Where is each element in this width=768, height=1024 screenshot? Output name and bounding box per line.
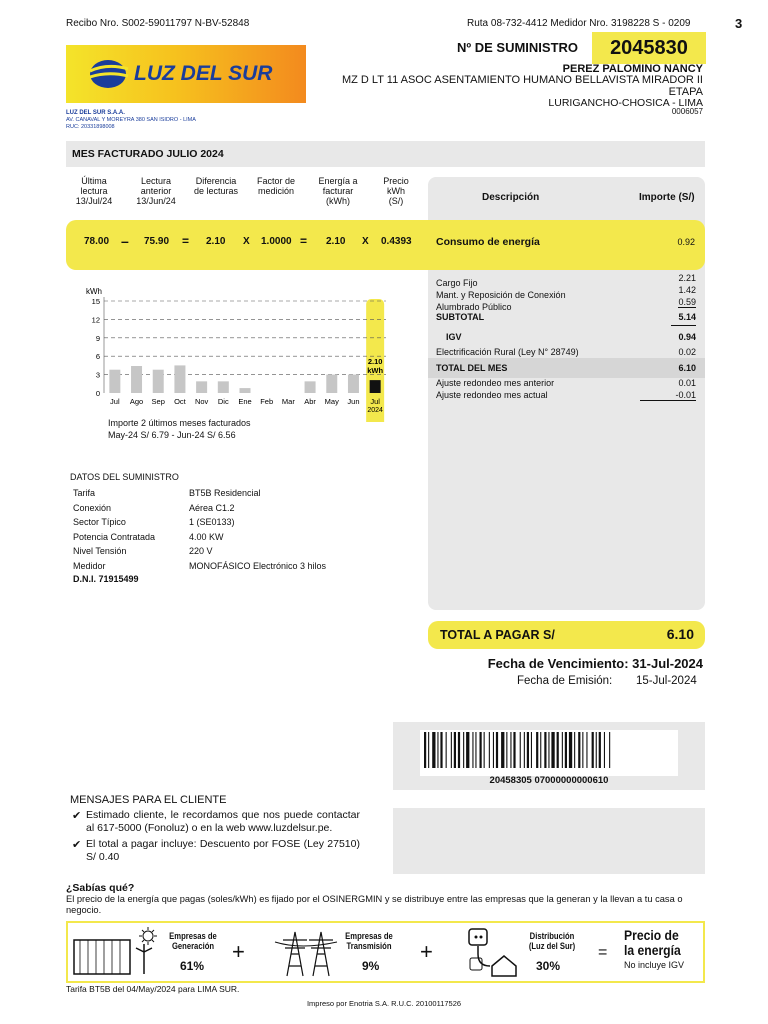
rural-amount: 0.02: [678, 347, 696, 357]
bar: [153, 370, 164, 393]
supply-data-row: [73, 559, 326, 574]
sabias-text: El precio de la energía que pagas (soles/kWh) es fijado por el OSINERGMIN y se distribuye entre las empresas que la generan y la llevan a tu casa o negocio.: [66, 894, 683, 915]
energy-price-note: No incluye IGV: [624, 960, 685, 970]
x-tick-label: Oct: [174, 397, 186, 406]
barcode-bar: [454, 732, 456, 768]
barcode-bar: [604, 732, 605, 768]
charges-amount-header: Importe (S/): [639, 192, 695, 203]
calc-last: 78.00: [84, 236, 110, 247]
supply-data-key: Potencia Contratada: [73, 531, 156, 542]
supply-data-value: 220 V: [189, 546, 213, 557]
bar: [370, 380, 381, 393]
x-tick-label: Nov: [194, 397, 209, 406]
charge-amount: 2.21: [678, 273, 696, 283]
receipt-number: Recibo Nro. S002-59011797 N-BV-52848: [66, 18, 250, 29]
company-address: AV. CANAVAL Y MOREYRA 380 SAN ISIDRO - LIMA: [66, 117, 196, 123]
company-logo: [66, 45, 306, 103]
igv-label: IGV: [446, 332, 462, 342]
x-tick-label: Sep: [151, 397, 165, 406]
header-last-reading: Última lectura 13/Jul/24: [75, 176, 113, 206]
generation-icon: [72, 926, 164, 978]
current-value-label: kWh: [367, 366, 384, 376]
x-tick-label: Dic: [217, 397, 229, 406]
x-tick-label: Abr: [304, 397, 316, 406]
bar: [305, 381, 316, 393]
barcode-bar: [466, 732, 469, 768]
y-tick-label: 15: [91, 297, 100, 306]
total-month-amount: 6.10: [678, 363, 696, 373]
barcode-bar: [578, 732, 580, 768]
barcode-bar: [510, 732, 511, 768]
plus-sign-1: +: [232, 939, 245, 964]
company-name: LUZ DEL SUR S.A.A.: [66, 110, 125, 116]
calc-equals-1: =: [182, 234, 190, 248]
barcode-bar: [569, 732, 572, 768]
bar: [196, 381, 207, 393]
header-factor: Factor de medición: [256, 176, 296, 196]
adjust-curr-amount: -0.01: [640, 390, 696, 401]
supply-data-row: [73, 501, 326, 516]
supply-data-row: [73, 515, 326, 530]
energy-consumption-label: Consumo de energía: [436, 236, 540, 248]
page-number: 3: [735, 16, 743, 31]
energy-consumption-amount: 0.92: [677, 237, 695, 247]
barcode-bar: [557, 732, 559, 768]
x-tick-label: Mar: [281, 397, 295, 406]
charge-row: [436, 273, 696, 288]
consumption-chart: [80, 282, 410, 422]
barcode-bar: [548, 732, 549, 768]
customer-code: 0006057: [671, 107, 703, 116]
customer-name: PEREZ PALOMINO NANCY: [562, 63, 703, 75]
barcode-bar: [475, 732, 476, 768]
barcode-bar: [592, 732, 594, 768]
x-tick-label: Feb: [260, 397, 274, 406]
subtotal-underline: [671, 325, 696, 326]
barcode-bar: [531, 732, 532, 768]
message-item: [72, 838, 360, 863]
header-prev-reading: Lectura anterior 13/Jun/24: [136, 176, 176, 206]
distribution-pct: 30%: [536, 959, 561, 973]
barcode-bar: [437, 732, 438, 768]
distribution-label: Distribución (Luz del Sur): [528, 931, 576, 951]
billed-month: MES FACTURADO JULIO 2024: [72, 148, 224, 160]
x-tick-label: May: [324, 397, 339, 406]
bar: [109, 370, 120, 393]
barcode-bar: [472, 732, 473, 768]
barcode-bar: [489, 732, 490, 768]
charge-amount: 1.42: [678, 285, 696, 295]
sabias-title: ¿Sabías qué?: [66, 882, 135, 894]
total-month-label: TOTAL DEL MES: [436, 363, 508, 373]
chart-note-line2: May-24 S/ 6.79 - Jun-24 S/ 6.56: [108, 430, 236, 440]
tariff-note: Tarifa BT5B del 04/May/2024 para LIMA SUR.: [66, 984, 240, 994]
bar: [174, 365, 185, 393]
supply-data-key: Tarifa: [73, 488, 96, 499]
supply-data-row: [73, 544, 326, 559]
rural-label: Electrificación Rural (Ley N° 28749): [436, 347, 579, 357]
x-tick-label: Jun: [347, 397, 360, 406]
barcode: [420, 730, 678, 776]
charge-label: Mant. y Reposición de Conexión: [436, 290, 566, 300]
supply-data-value: 4.00 KW: [189, 531, 224, 542]
charge-label: Cargo Fijo: [436, 278, 478, 288]
barcode-bar: [544, 732, 546, 768]
messages-list: [72, 809, 360, 863]
chart-note-line1: Importe 2 últimos meses facturados: [108, 418, 251, 428]
adjust-prev-amount: 0.01: [678, 378, 696, 388]
calc-diff: 2.10: [206, 236, 226, 247]
message-text: Estimado cliente, le recordamos que nos puede contactar al 617-5000 (Fonoluz) o en la web www.luzdelsur.pe.: [86, 809, 360, 834]
supply-data-value: BT5B Residencial: [189, 488, 261, 499]
plus-sign-2: +: [420, 939, 433, 964]
issue-label: Fecha de Emisión:: [517, 675, 613, 687]
x-tick-label: Ago: [129, 397, 144, 406]
barcode-bar: [463, 732, 464, 768]
barcode-bar: [424, 732, 426, 768]
supply-data-key: Nivel Tensión: [73, 546, 127, 557]
y-axis-label: kWh: [86, 287, 102, 296]
barcode-bar: [609, 732, 610, 768]
barcode-bar: [432, 732, 435, 768]
y-tick-label: 12: [91, 315, 100, 325]
calc-factor: 1.0000: [261, 236, 292, 247]
bar: [326, 375, 337, 393]
supply-label: Nº DE SUMINISTRO: [457, 40, 579, 55]
header-diff: Diferencia de lecturas: [193, 176, 239, 196]
billed-month-bar: [66, 141, 705, 167]
calc-price: 0.4393: [381, 236, 412, 247]
barcode-bar: [506, 732, 507, 768]
header-energy: Energía a facturar (kWh): [318, 176, 358, 206]
calc-minus: –: [121, 233, 129, 249]
barcode-bar: [586, 732, 587, 768]
supply-data-value: Aérea C1.2: [189, 502, 235, 513]
barcode-bar: [565, 732, 567, 768]
message-text: El total a pagar incluye: Descuento por FOSE (Ley 27510) S/ 0.40: [86, 838, 360, 863]
equals-sign: =: [598, 944, 608, 961]
district: LURIGANCHO-CHOSICA - LIMA: [548, 97, 703, 109]
distribution-house-icon: [466, 926, 520, 978]
charge-amount: 0.59: [678, 297, 696, 307]
barcode-bar: [520, 732, 521, 768]
logo-text: LUZ DEL SUR: [134, 62, 273, 85]
adjust-prev-label: Ajuste redondeo mes anterior: [436, 378, 555, 388]
barcode-bar: [596, 732, 597, 768]
supply-data-value: MONOFÁSICO Electrónico 3 hilos: [189, 560, 327, 571]
barcode-bar: [540, 732, 541, 768]
calc-equals-2: =: [300, 234, 308, 248]
current-value-label: 2.10: [367, 357, 383, 367]
transmission-label: Empresas de Transmisión: [345, 931, 393, 951]
supply-data-row: [73, 486, 326, 501]
barcode-bar: [562, 732, 563, 768]
bar: [348, 375, 359, 393]
barcode-bar: [484, 732, 485, 768]
y-tick-label: 9: [95, 333, 100, 343]
adjust-curr-label: Ajuste redondeo mes actual: [436, 390, 548, 400]
calc-x-1: X: [243, 236, 250, 247]
barcode-bar: [501, 732, 504, 768]
supply-data-title: DATOS DEL SUMINISTRO: [70, 472, 179, 482]
generation-pct: 61%: [180, 959, 205, 973]
barcode-bar: [513, 732, 515, 768]
barcode-bar: [551, 732, 554, 768]
barcode-bar: [574, 732, 575, 768]
barcode-bar: [458, 732, 460, 768]
igv-amount: 0.94: [678, 332, 696, 342]
dni: D.N.I. 71915499: [73, 574, 139, 584]
calc-energy: 2.10: [326, 236, 346, 247]
barcode-bar: [599, 732, 601, 768]
supply-data-key: Sector Típico: [73, 517, 126, 528]
energy-price-title: Precio de la energía: [624, 928, 681, 958]
y-tick-label: 0: [95, 389, 100, 398]
due-date: Fecha de Vencimiento: 31-Jul-2024: [487, 656, 703, 671]
barcode-bar: [527, 732, 529, 768]
bar: [240, 388, 251, 393]
barcode-bar: [496, 732, 498, 768]
charges-desc-header: Descripción: [482, 192, 540, 203]
charges-list: [436, 273, 696, 312]
message-item: [72, 809, 360, 834]
charge-row: [436, 297, 696, 312]
total-pay-box: [428, 621, 705, 649]
bar: [218, 381, 229, 393]
subtotal-label: SUBTOTAL: [436, 312, 485, 322]
supply-data-table: [73, 486, 326, 573]
issue-date: 15-Jul-2024: [636, 675, 697, 687]
address-line1: MZ D LT 11 ASOC ASENTAMIENTO HUMANO BELLAVISTA MIRADOR II: [341, 74, 703, 86]
supply-data-key: Conexión: [73, 502, 112, 513]
x-tick-label: Ene: [238, 397, 252, 406]
barcode-bar: [428, 732, 429, 768]
total-pay-amount: 6.10: [666, 626, 694, 642]
charge-row: [436, 285, 696, 300]
charge-label: Alumbrado Público: [436, 302, 512, 312]
barcode-bar: [446, 732, 447, 768]
calc-x-2: X: [362, 236, 369, 247]
messages-title: MENSAJES PARA EL CLIENTE: [70, 794, 227, 806]
supply-data-row: [73, 530, 326, 545]
barcode-bar: [480, 732, 482, 768]
y-tick-label: 6: [95, 352, 100, 362]
check-icon: ✔: [72, 839, 82, 851]
transmission-pct: 9%: [362, 959, 380, 973]
barcode-bar: [440, 732, 442, 768]
current-year-label: 2024: [367, 407, 383, 414]
company-ruc: RUC: 20331898008: [66, 124, 115, 130]
supply-number: 2045830: [592, 32, 706, 64]
bar: [131, 366, 142, 393]
y-tick-label: 3: [95, 370, 100, 380]
check-icon: ✔: [72, 810, 82, 822]
supply-data-key: Medidor: [73, 560, 106, 571]
x-tick-label: Jul: [110, 397, 120, 406]
barcode-bar: [493, 732, 494, 768]
barcode-number: 20458305 07000000000610: [489, 775, 609, 786]
subtotal-amount: 5.14: [678, 312, 696, 322]
messages-gray-box: [393, 808, 705, 874]
address-line2: ETAPA: [668, 86, 703, 98]
x-tick-label: Jul: [370, 397, 380, 406]
barcode-bar: [524, 732, 525, 768]
barcode-bar: [582, 732, 583, 768]
transmission-tower-icon: [273, 926, 339, 978]
total-pay-label: TOTAL A PAGAR S/: [440, 628, 555, 642]
barcode-bar: [536, 732, 538, 768]
printed-by: Impreso por Enotria S.A. R.U.C. 20100117526: [306, 999, 462, 1008]
barcode-bar: [451, 732, 452, 768]
generation-label: Empresas de Generación: [169, 931, 217, 951]
route-meter: Ruta 08-732-4412 Medidor Nro. 3198228 S - 0209: [467, 18, 691, 29]
calc-prev: 75.90: [144, 236, 170, 247]
barcode-bars: [420, 732, 678, 768]
header-price: Precio kWh (S/): [383, 176, 409, 206]
supply-data-value: 1 (SE0133): [189, 517, 235, 528]
